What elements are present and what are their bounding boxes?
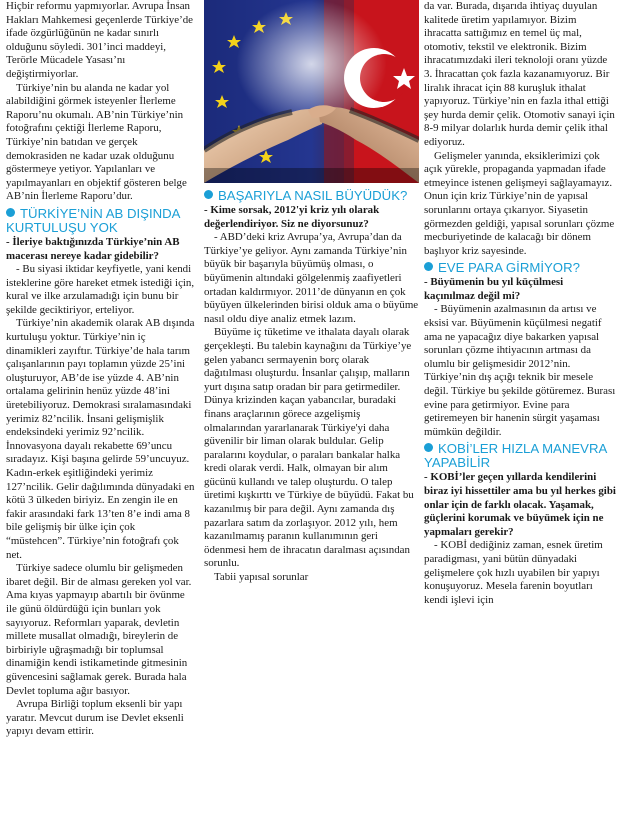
paragraph: Türkiye’nin bu alanda ne kadar yol alabildiğini görmek isteyenler İlerleme Raporu’nu okumalı. AB’nin Türkiye’nin fotoğrafını çektiği İlerleme Raporu, Türkiye’nin batıdan ve gerçek demokrasiden ne kadar uzak olduğunu göstermeye yetiyor. Yapılanları ve yapılmayanları en objektif gösteren belge AB’nin İlerleme Raporu’dur.	[6, 81, 187, 203]
handshake-photo	[204, 0, 419, 183]
section-heading	[424, 261, 616, 275]
column-right	[424, 0, 616, 607]
heading-text: KOBİ’LER HIZLA MANEVRA YAPABİLİR	[424, 441, 607, 471]
paragraph: da var. Burada, dışarıda ihtiyaç duyulan kalitede üretim yapılamıyor. Bizim ihracatta sattığımız en temel üç mal, otomotiv, tekstil ve elektronik. Bizim ihracatımızdaki ileri teknoloji oranı yüzde 3. İhracattan çok fazla kazanamıyoruz. Bir liralık ihracat için 88 kuruşluk ithalat yapıyoruz. Türkiye’nin en fazla ithal ettiği şey hurda demir çelik. Otomotiv sanayi için 8-9 milyar dolarlık hurda demir çelik ithal ediyoruz.	[424, 0, 615, 148]
bullet-icon	[204, 190, 213, 199]
interview-question: - Büyümenin bu yıl küçülmesi kaçınılmaz değil mi?	[424, 276, 564, 302]
paragraph: Tabii yapısal sorunlar	[214, 571, 309, 584]
section-heading	[204, 189, 419, 203]
interview-question: - İleriye baktığınızda Türkiye’nin AB macerası nereye kadar gidebilir?	[6, 235, 180, 262]
paragraph: Türkiye sadece olumlu bir gelişmeden ibaret değil. Bir de alması gereken yol var. Ama kıyas yapmayıp abartılı bir övünme ile günü öldürdüğü için bunları yok sayıyoruz. Reformları yaparak, devletin millete musallat olmadığı, bireylerin de birbiriyle uğraşmadığı bir toplumsal dinamiğin kendi istikametinde gitmesinin güvencesini sağlamak gerek. Burada hala Devlet topluma ağır basıyor.	[6, 562, 192, 697]
column-left	[6, 0, 196, 739]
paragraph: Gelişmeler yanında, eksiklerimizi çok açık yürekle, propaganda yapmadan ifade etmeyince istenen gelişmeyi sağlayamayız. Onun için kriz Türkiye’nin de yapısal sorunlarını ortaya çıkarıyor. Siyasetin görmezden geldiği, yapısal sorunları çözme mecburiyetinde de kalacağı bir dönem başlıyor kriz sayesinde.	[424, 149, 615, 257]
interview-question: - Kime sorsak, 2012'yi kriz yılı olarak değerlendiriyor. Siz ne diyorsunuz?	[204, 204, 380, 230]
heading-text: BAŞARIYLA NASIL BÜYÜDÜK?	[218, 188, 408, 203]
column-middle	[204, 0, 419, 585]
paragraph: Avrupa Birliği toplum eksenli bir yapı yaratır. Mevcut durum ise Devlet eksenli yapıyı devam ettirir.	[6, 698, 184, 738]
heading-text: EVE PARA GİRMİYOR?	[438, 260, 580, 276]
paragraph: - Büyümenin azalmasının da artısı ve eksisi var. Büyümenin küçülmesi negatif ama ne yapacağız diye bakarken yapısal sorunları çözme ihtiyacının artması da olumlu bir gelişmesidir 2012’nin. Türkiye’nin dış açığı teknik bir mesele değil. Türkiye bu şekilde götüremez. Burası evine para getirmiyor. Evine para getiremeyen bir hanenin sürgit yaşaması mümkün değildir.	[424, 303, 616, 438]
paragraph: - Bu siyasi iktidar keyfiyetle, yani kendi isteklerine göre hareket etmek istediği için, kural ve ilke arzulamadığı için bunu bir şekilde geciktiriyor, erteliyor.	[6, 263, 195, 316]
bullet-icon	[424, 262, 433, 271]
paragraph: - ABD’deki kriz Avrupa’ya, Avrupa’dan da Türkiye’ye geliyor. Aynı zamanda Türkiye’nin büyük bir başarıyla büyümüş olması, o büyümenin altındaki gölgelenmiş zaafiyetleri ortadan kaldırmıyor. 2011’de dünyanın en çok büyüyen ülkelerinden birisi olduk ama o büyüme nasıl oldu diye analiz etmek lazım.	[204, 231, 419, 325]
paragraph: Büyüme iç tüketime ve ithalata dayalı olarak gerçekleşti. Bu talebin kaynağını da Türkiye’ye gelen yabancı sermayenin borç olarak dağıtılması oluşturdu. İnsanlar çalışıp, malların yurt dışına satıp oradan bir para getirmediler. Dünya krizinden kaçan yabancılar, buradaki finans araçlarının görece azgelişmiş olmalarından yararlanarak Türkiye'yi daha güvenilir bir liman olarak buldular. Gelip paralarını koydular, o paraları bankalar halka kredi olarak verdi. Halk, olmayan bir alım gücünü kullandı ve talep oluşturdu. O talep üretimi kışkırttı ve Türkiye de büyüdü. Fakat bu kazanılmış bir para değil. Aynı zamanda dış pazarlara satım da zorlaşıyor. 2012 yılı, hem kazanılmamış paranın kullanımının geri ödenmesi hem de ihracatın daralması açısından sorunlu.	[204, 326, 414, 570]
paragraph: Türkiye’nin akademik olarak AB dışında kurtuluşu yoktur. Türkiye’nin iç dinamikleri zayıftır. Türkiye’de hala tarım çalışanlarının payı toplamın yüzde 25’ini oluşturuyor, AB’de ise yüzde 4. AB’nin ortalama gelirinin henüz yüzde 48’ini üretebiliyoruz. Demokrasi sıralamasındaki yerimiz 82’ncilik. İnsani gelişmişlik endeksindeki yerimiz 92’ncilik. İnnovasyona dayalı rekabette 69’uncu sıradayız. Kişi başına gelirde 59’uncuyuz. Kadın-erkek eşitliğindeki yerimiz 127’ncilik. Gelir dağılımında dünyadaki en kötü 3 ülkeden biriyiz. En zengin ile en fakir arasındaki fark 13’ten 8’e indi ama 8 bile gelişmiş bir ülke için çok “müstehcen”. Türkiye’nin fotoğrafı çok net.	[6, 317, 195, 561]
section-heading	[6, 207, 196, 235]
interview-question: - KOBİ’ler geçen yıllarda kendilerini biraz iyi hissettiler ama bu yıl herkes gibi onlar için de farklı olacak. Yaşamak, güçlerini korumak ve büyümek için ne yapmaları gerekir?	[424, 471, 616, 538]
section-heading	[424, 442, 616, 470]
heading-text: TÜRKİYE’NİN AB DIŞINDA KURTULUŞU YOK	[6, 205, 180, 235]
paragraph: Hiçbir reformu yapmıyorlar. Avrupa İnsan Hakları Mahkemesi geçenlerde Türkiye’de ifade özgürlüğünün ne kadar sınırlı olduğunu söyledi. 301’inci maddeyi, Terörle Mücadele Yasası’nı değiştirmiyorlar.	[6, 0, 193, 80]
bullet-icon	[6, 208, 15, 217]
paragraph: - KOBİ dediğiniz zaman, esnek üretim paradigması, yani bütün dünyadaki gelişmelere çok hızlı uyabilen bir yapıyı konuşuyoruz. Mesela farenin boyutları kendi işlevi için	[424, 539, 603, 606]
eu-turkey-handshake-image	[204, 0, 419, 183]
bullet-icon	[424, 443, 433, 452]
